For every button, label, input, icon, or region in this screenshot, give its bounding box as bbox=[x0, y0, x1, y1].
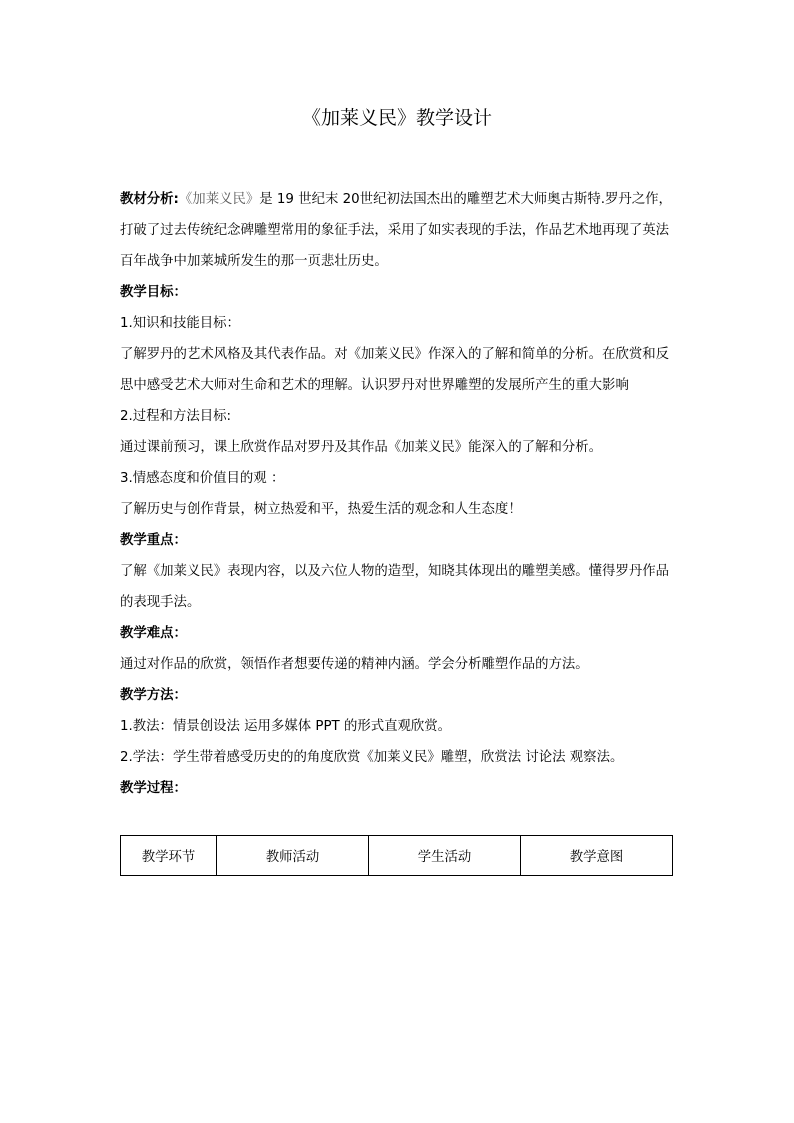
difficulties-heading: 教学难点： bbox=[120, 626, 187, 641]
methods-heading: 教学方法： bbox=[120, 688, 187, 703]
process-heading: 教学过程： bbox=[120, 781, 187, 796]
objective-2-text: 通过课前预习，课上欣赏作品对罗丹及其作品《加莱义民》能深入的了解和分析。 bbox=[120, 440, 603, 455]
document-title: 《加莱义民》教学设计 bbox=[301, 107, 492, 129]
key-points-heading: 教学重点： bbox=[120, 533, 187, 548]
table-header-row bbox=[121, 836, 673, 876]
objective-1-text: 了解罗丹的艺术风格及其代表作品。对《加莱义民》作深入的了解和简单的分析。在欣赏和反思中感受艺术大师对生命和艺术的理解。认识罗丹对世界雕塑的发展所产生的重大影响 bbox=[120, 347, 670, 393]
column-header-teacher-activity: 教师活动 bbox=[217, 836, 369, 876]
column-header-stage: 教学环节 bbox=[121, 836, 217, 876]
analysis-label: 教材分析: bbox=[120, 192, 179, 207]
analysis-paragraph bbox=[120, 184, 676, 277]
objective-1-label: 1.知识和技能目标： bbox=[120, 316, 240, 331]
column-header-teaching-intent: 教学意图 bbox=[521, 836, 673, 876]
process-table bbox=[120, 835, 673, 876]
analysis-text: 是 19 世纪末 20世纪初法国杰出的雕塑艺术大师奥古斯特.罗丹之作，打破了过去传统纪念碑雕塑常用的象征手法，采用了如实表现的手法，作品艺术地再现了英法百年战争中加莱城所发生的那一页悲壮历史。 bbox=[120, 192, 672, 269]
difficulties-text: 通过对作品的欣赏，领悟作者想要传递的精神内涵。学会分析雕塑作品的方法。 bbox=[120, 657, 589, 672]
column-header-student-activity: 学生活动 bbox=[369, 836, 521, 876]
objective-3-text: 了解历史与创作背景，树立热爱和平，热爱生活的观念和人生态度！ bbox=[120, 502, 522, 517]
objectives-heading: 教学目标： bbox=[120, 285, 187, 300]
objective-2-label: 2.过程和方法目标: bbox=[120, 409, 232, 424]
document-body bbox=[120, 184, 676, 804]
method-teaching: 1.教法：情景创设法 运用多媒体 PPT 的形式直观欣赏。 bbox=[120, 719, 452, 734]
method-learning: 2.学法：学生带着感受历史的的角度欣赏《加莱义民》雕塑，欣赏法 讨论法 观察法。 bbox=[120, 750, 624, 765]
objective-3-label: 3.情感态度和价值目的观 ： bbox=[120, 471, 285, 486]
key-points-text: 了解《加莱义民》表现内容，以及六位人物的造型，知晓其体现出的雕塑美感。懂得罗丹作品的表现手法。 bbox=[120, 564, 670, 610]
analysis-work-name: 《加莱义民》 bbox=[178, 192, 260, 207]
